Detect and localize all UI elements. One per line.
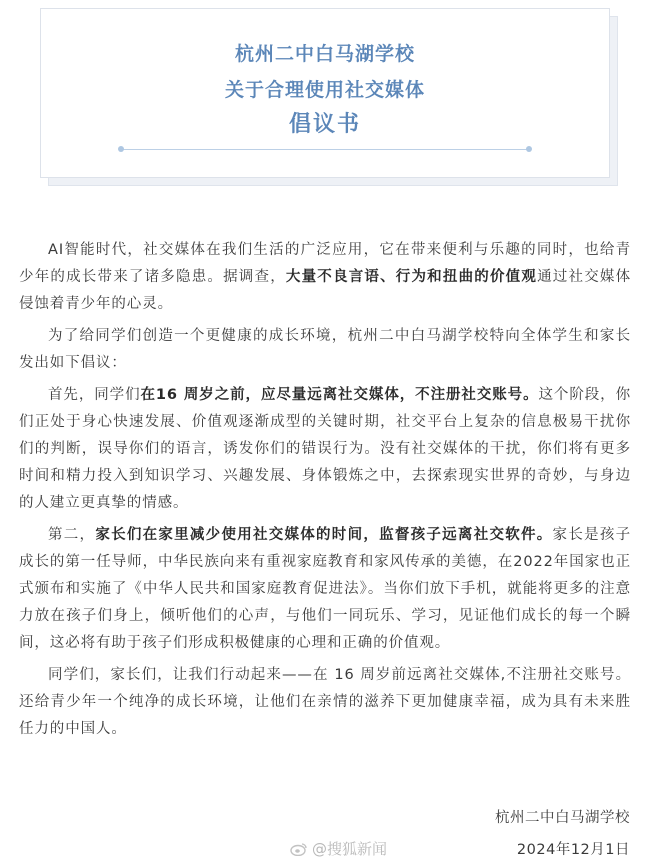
paragraph-text: 为了给同学们创造一个更健康的成长环境，杭州二中白马湖学校特向全体学生和家长发出如下倡议： [19,328,631,371]
header-school-name: 杭州二中白马湖学校 [234,43,415,65]
paragraph-text: 第二， [48,527,96,543]
bold-phrase: 大量不良言语、行为和扭曲的价值观 [285,269,538,285]
paragraph-text: 同学们，家长们，让我们行动起来——在 16 周岁前远离社交媒体,不注册社交账号。还给青少年一个纯净的成长环境，让他们在亲情的滋养下更加健康幸福，成为具有未来胜任力的中国人。 [19,667,631,737]
paragraph-text: 家长是孩子成长的第一任导师，中华民族向来有重视家庭教育和家风传承的美德，在2022年国家也正式颁布和实施了《中华人民共和国家庭教育促进法》。当你们放下手机，就能将更多的注意力放在孩子们身上，倾听他们的心声，与他们一同玩乐、学习，见证他们成长的每一个瞬间，这必将有助于孩子们形成积极健康的心理和正确的价值观。 [19,527,632,651]
paragraph-intro [19,237,631,318]
signature-school: 杭州二中白马湖学校 [495,810,630,826]
paragraph-text: 首先，同学们 [48,387,141,403]
divider-dot-left [118,146,124,152]
paragraph-text: 通过社交媒体侵蚀着青少年的心灵。 [19,269,631,312]
paragraph-text: 这个阶段，你们正处于身心快速发展、价值观逐渐成型的关键时期，社交平台上复杂的信息极易干扰你们的判断，误导你们的语言，诱发你们的错误行为。没有社交媒体的干扰，你们将有更多时间和精力投入到知识学习、兴趣发展、身体锻炼之中，去探索现实世界的奇妙，与身边的人建立更真挚的情感。 [19,387,631,511]
header-divider [121,149,529,150]
watermark [290,838,387,859]
header-title: 倡议书 [288,112,361,137]
signature-date: 2024年12月1日 [516,842,630,858]
watermark-text: @搜狐新闻 [312,840,388,858]
article-body [19,237,631,748]
paragraph-parents [19,522,631,657]
header-banner [40,8,610,178]
paragraph-students [19,382,631,517]
paragraph-closing [19,662,631,743]
paragraph-initiative [19,323,631,377]
bold-phrase: 家长们在家里减少使用社交媒体的时间，监督孩子远离社交软件。 [95,527,553,543]
header-card [40,8,610,178]
divider-dot-right [526,146,532,152]
header-subtitle: 关于合理使用社交媒体 [224,79,425,101]
weibo-icon [290,842,308,856]
paragraph-text: AI智能时代，社交媒体在我们生活的广泛应用，它在带来便利与乐趣的同时，也给青少年的成长带来了诸多隐患。据调查， [19,242,631,285]
bold-phrase: 在16 周岁之前，应尽量远离社交媒体，不注册社交账号。 [140,387,539,403]
